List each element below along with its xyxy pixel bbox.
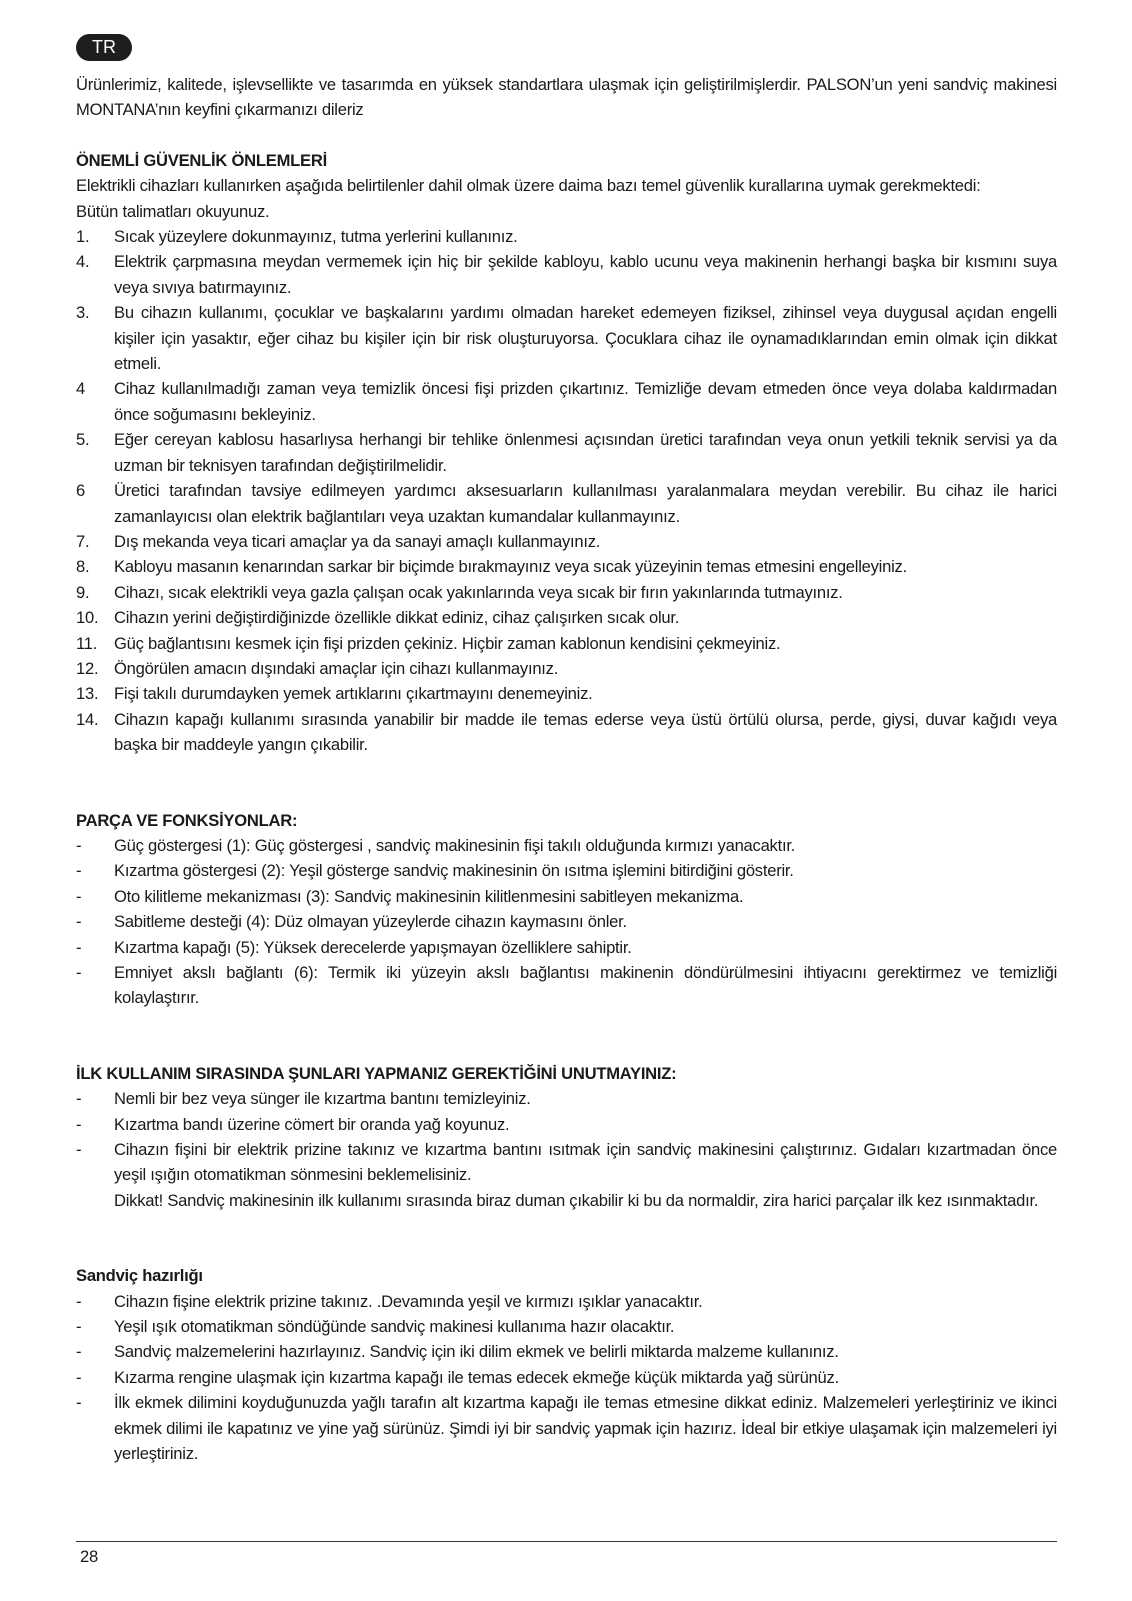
safety-item	[76, 580, 1057, 605]
list-item-text: Cihazı, sıcak elektrikli veya gazla çalışan ocak yakınlarında veya sıcak bir fırın yakınlarında tutmayınız.	[114, 582, 843, 602]
list-item-text: Güç bağlantısını kesmek için fişi prizden çekiniz. Hiçbir zaman kablonun kendisini çekmeyiniz.	[114, 633, 781, 653]
first-use-section	[76, 1061, 1057, 1213]
list-marker: -	[76, 937, 82, 957]
list-marker: -	[76, 886, 82, 906]
list-item-text: Kızartma kapağı (5): Yüksek derecelerde yapışmayan özelliklere sahiptir.	[114, 937, 632, 957]
list-item-text: Cihazın fişine elektrik prizine takınız. .Devamında yeşil ve kırmızı ışıklar yanacaktır.	[114, 1291, 703, 1311]
list-marker: 13.	[76, 684, 99, 704]
safety-item	[76, 631, 1057, 656]
list-item-text: Yeşil ışık otomatikman söndüğünde sandviç makinesi kullanıma hazır olacaktır.	[114, 1317, 675, 1337]
list-marker: -	[76, 835, 82, 855]
list-marker: 6	[76, 481, 85, 501]
first-use-heading: İLK KULLANIM SIRASINDA ŞUNLARI YAPMANIZ GEREKTİĞİNİ UNUTMAYINIZ:	[76, 1063, 677, 1083]
list-item-text: Üretici tarafından tavsiye edilmeyen yardımcı aksesuarların kullanılması yaralanmalara meydan verebilir. Bu cihaz ile harici zamanlayıcısı olan elektrik bağlantıları veya uzaktan kumandalar kullanmayınız.	[114, 481, 1057, 526]
sandwich-list	[76, 1289, 1057, 1467]
list-item-text: Oto kilitleme mekanizması (3): Sandviç makinesinin kilitlenmesini sabitleyen mekanizma.	[114, 886, 744, 906]
list-marker: -	[76, 1140, 82, 1160]
parts-section	[76, 808, 1057, 1011]
list-marker: 12.	[76, 658, 99, 678]
list-item-text: İlk ekmek dilimini koyduğunuzda yağlı tarafın alt kızartma kapağı ile temas etmesine dikkat ediniz. Malzemeleri yerleştiriniz ve ikinci ekmek dilimi ile kapatınız ve yine yağ sürünüz. Şimdi iyi bir sandviç yapmak için hazırız. İdeal bir etkiye ulaşamak için malzemeleri iyi yerleştiriniz.	[114, 1393, 1057, 1464]
list-marker: 4.	[76, 252, 90, 272]
list-marker: 9.	[76, 582, 90, 602]
language-badge: TR	[76, 34, 132, 61]
first-use-item	[76, 1137, 1057, 1188]
list-item-text: Eğer cereyan kablosu hasarlıysa herhangi bir tehlike önlenmesi açısından üretici tarafından veya onun yetkili teknik servisi ya da uzman bir teknisyen tarafından değiştirilmelidir.	[114, 430, 1057, 475]
list-item-text: Cihazın yerini değiştirdiğinizde özellikle dikkat ediniz, cihaz çalışırken sıcak olur.	[114, 608, 680, 628]
first-use-note: Dikkat! Sandviç makinesinin ilk kullanımı sırasında biraz duman çıkabilir ki bu da normaldir, zira harici parçalar ilk kez ısınmaktadır.	[114, 1190, 1039, 1210]
list-item-text: Sabitleme desteği (4): Düz olmayan yüzeylerde cihazın kaymasını önler.	[114, 912, 627, 932]
list-item-text: Emniyet akslı bağlantı (6): Termik iki yüzeyin akslı bağlantısı makinenin döndürülmesini ihtiyacını gerektirmez ve temizliği kolaylaştırır.	[114, 963, 1057, 1008]
safety-item	[76, 554, 1057, 579]
list-marker: -	[76, 1367, 82, 1387]
list-item-text: Elektrik çarpmasına meydan vermemek için hiç bir şekilde kabloyu, kablo ucunu veya makinenin herhangi başka bir kısmını suya veya sıvıya batırmayınız.	[114, 252, 1057, 297]
list-marker: -	[76, 963, 82, 982]
safety-read-all: Bütün talimatları okuyunuz.	[76, 201, 270, 221]
list-item-text: Cihazın kapağı kullanımı sırasında yanabilir bir madde ile temas ederse veya üstü örtülü olursa, perde, giysi, duvar kağıdı veya başka bir maddeyle yangın çıkabilir.	[114, 709, 1057, 755]
list-marker: 7.	[76, 531, 90, 551]
parts-item	[76, 884, 1057, 909]
list-item-text: Bu cihazın kullanımı, çocuklar ve başkalarını yardımı olmadan hareket edemeyen fiziksel, zihinsel veya duygusal açıdan engelli kişiler için yasaktır, eğer cihaz bu kişiler için bir risk oluşturuyorsa. Çocuklara cihaz ile oynamadıklarından emin olmak için dikkat etmeli.	[114, 303, 1057, 374]
list-marker: 5.	[76, 430, 90, 450]
list-item-text: Sandviç malzemelerini hazırlayınız. Sandviç için iki dilim ekmek ve belirli miktarda malzeme kullanınız.	[114, 1342, 839, 1362]
manual-content	[76, 72, 1057, 1467]
intro-paragraph: Ürünlerimiz, kalitede, işlevsellikte ve tasarımda en yüksek standartlara ulaşmak için geliştirilmişlerdir. PALSON’un yeni sandviç makinesi MONTANA’nın keyfini çıkarmanızı dileriz	[76, 75, 1057, 120]
list-marker: 8.	[76, 557, 90, 577]
safety-lead: Elektrikli cihazları kullanırken aşağıda belirtilenler dahil olmak üzere daima bazı temel güvenlik kurallarına uymak gerekmektedi:	[76, 176, 981, 196]
sandwich-item	[76, 1289, 1057, 1314]
parts-item	[76, 858, 1057, 883]
safety-item	[76, 707, 1057, 758]
list-item-text: Sıcak yüzeylere dokunmayınız, tutma yerlerini kullanınız.	[114, 227, 518, 247]
list-marker: 14.	[76, 709, 99, 729]
list-item-text: Öngörülen amacın dışındaki amaçlar için cihazı kullanmayınız.	[114, 658, 559, 678]
safety-section	[76, 148, 1057, 758]
sandwich-heading: Sandviç hazırlığı	[76, 1266, 203, 1286]
parts-item	[76, 935, 1057, 960]
list-item-text: Nemli bir bez veya sünger ile kızartma bantını temizleyiniz.	[114, 1089, 531, 1109]
list-marker: 10.	[76, 608, 99, 628]
list-marker: -	[76, 1114, 82, 1134]
parts-list	[76, 833, 1057, 1011]
parts-item	[76, 833, 1057, 858]
safety-item	[76, 478, 1057, 529]
list-marker: 4	[76, 379, 85, 399]
list-marker: -	[76, 1317, 82, 1337]
sandwich-item	[76, 1339, 1057, 1364]
page-number: 28	[80, 1547, 98, 1566]
sandwich-item	[76, 1390, 1057, 1466]
list-marker: -	[76, 1089, 82, 1109]
list-marker: 3.	[76, 303, 90, 323]
first-use-item	[76, 1086, 1057, 1111]
safety-item	[76, 300, 1057, 376]
list-item-text: Güç göstergesi (1): Güç göstergesi , sandviç makinesinin fişi takılı olduğunda kırmızı yanacaktır.	[114, 835, 796, 855]
list-marker: -	[76, 861, 82, 881]
list-marker: -	[76, 1393, 82, 1413]
first-use-item	[76, 1112, 1057, 1137]
safety-item	[76, 427, 1057, 478]
list-item-text: Kızartma bandı üzerine cömert bir oranda yağ koyunuz.	[114, 1114, 510, 1134]
sandwich-section	[76, 1263, 1057, 1466]
parts-item	[76, 909, 1057, 934]
list-item-text: Fişi takılı durumdayken yemek artıklarını çıkartmayını denemeyiniz.	[114, 684, 593, 704]
safety-item	[76, 681, 1057, 706]
list-marker: 11.	[76, 633, 98, 653]
list-marker: -	[76, 912, 82, 932]
safety-item	[76, 656, 1057, 681]
footer-divider	[76, 1541, 1057, 1542]
list-item-text: Dış mekanda veya ticari amaçlar ya da sanayi amaçlı kullanmayınız.	[114, 531, 601, 551]
list-marker: -	[76, 1342, 82, 1362]
list-item-text: Kızarma rengine ulaşmak için kızartma kapağı ile temas edecek ekmeğe küçük miktarda yağ sürünüz.	[114, 1367, 839, 1387]
sandwich-item	[76, 1314, 1057, 1339]
safety-item	[76, 249, 1057, 300]
list-item-text: Kabloyu masanın kenarından sarkar bir biçimde bırakmayınız veya sıcak yüzeyinin temas etmesini engelleyiniz.	[114, 557, 907, 577]
list-item-text: Cihaz kullanılmadığı zaman veya temizlik öncesi fişi prizden çıkartınız. Temizliğe devam etmeden önce veya dolaba kaldırmadan önce soğumasını bekleyiniz.	[114, 379, 1057, 424]
list-item-text: Kızartma göstergesi (2): Yeşil gösterge sandviç makinesinin ön ısıtma işlemini bitirdiğini gösterir.	[114, 861, 794, 881]
first-use-list	[76, 1086, 1057, 1188]
parts-heading: PARÇA VE FONKSİYONLAR:	[76, 810, 298, 830]
safety-heading: ÖNEMLİ GÜVENLİK ÖNLEMLERİ	[76, 150, 327, 170]
safety-item	[76, 376, 1057, 427]
list-marker: 1.	[76, 227, 90, 247]
safety-item	[76, 605, 1057, 630]
safety-item	[76, 224, 1057, 249]
parts-item	[76, 960, 1057, 1011]
safety-item	[76, 529, 1057, 554]
list-marker: -	[76, 1291, 82, 1311]
safety-list	[76, 224, 1057, 758]
sandwich-item	[76, 1365, 1057, 1390]
list-item-text: Cihazın fişini bir elektrik prizine takınız ve kızartma bantını ısıtmak için sandviç makinesini çalıştırınız. Gıdaları kızartmadan önce yeşil ışığın otomatikman sönmesini beklemelisiniz.	[114, 1140, 1057, 1185]
